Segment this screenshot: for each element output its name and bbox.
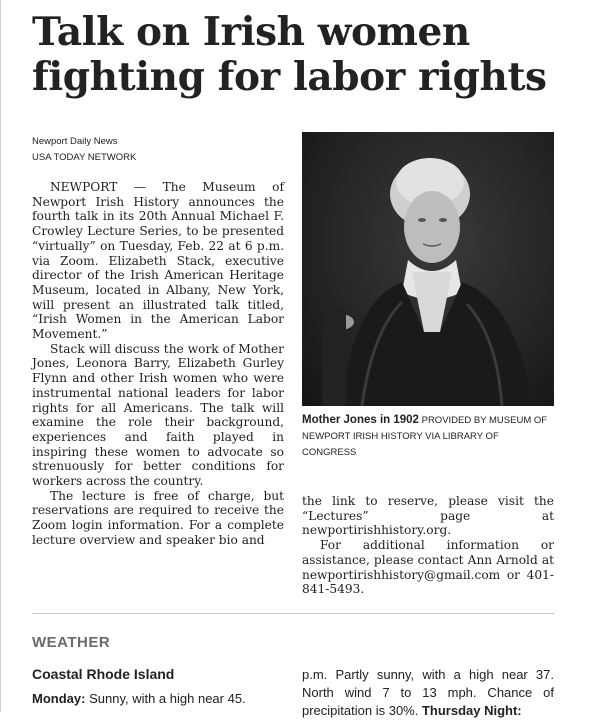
article-contact-paragraph: For additional information or assistance, please contact Ann Arnold at newportirishhistory@gmail.com or 401-841-5493.: [302, 538, 554, 597]
article-paragraph: The lecture is free of charge, but reservations are required to receive the Zoom login information. For a complete lecture overview and speaker bio and: [32, 488, 284, 547]
article-paragraph: Stack will discuss the work of Mother Jones, Leonora Barry, Elizabeth Gurley Flynn and other Irish women who were instrumental national leaders for labor rights for all Americans. The talk will examine the role their background, experiences and faith played in inspiring these women to advocate so strenuously for better conditions for workers across the country.: [32, 341, 284, 489]
portrait-illustration: [302, 132, 554, 406]
caption-title: Mother Jones in 1902: [302, 414, 419, 426]
byline-source: Newport Daily News: [32, 136, 118, 147]
weather-day-label: Monday:: [32, 691, 86, 706]
article-paragraph-continued: the link to reserve, please visit the “Lectures” page at newportirishhistory.org.: [302, 494, 554, 538]
article-body-column-2: [302, 494, 554, 597]
section-divider: [32, 613, 554, 614]
weather-continued-text: p.m. Partly sunny, with a high near 37. North wind 7 to 13 mph. Chance of precipitation is 30%.: [302, 667, 554, 718]
weather-day-label: Thursday Night:: [421, 703, 522, 718]
caption-credit: PROVIDED BY MUSEUM OF NEWPORT IRISH HISTORY VIA LIBRARY OF CONGRESS: [302, 415, 548, 458]
article-photo: [302, 132, 554, 406]
article-body-column-1: [32, 180, 284, 548]
byline-network: USA TODAY NETWORK: [32, 152, 137, 163]
article-paragraph: NEWPORT — The Museum of Newport Irish History announces the fourth talk in its 20th Annual Michael F. Crowley Lecture Series, to be presented “virtually” on Tuesday, Feb. 22 at 6 p.m. via Zoom. Elizabeth Stack, executive director of the Irish American Heritage Museum, located in Albany, New York, will present an illustrated talk titled, “Irish Women in the American Labor Movement.”: [32, 180, 284, 342]
article-headline: Talk on Irish women fighting for labor rights: [32, 9, 547, 100]
weather-forecast-monday: [32, 690, 284, 708]
weather-section-label: WEATHER: [32, 634, 111, 651]
weather-region: Coastal Rhode Island: [32, 666, 175, 682]
photo-caption: [302, 412, 554, 461]
weather-day-text: Sunny, with a high near 45.: [89, 691, 246, 706]
page-edge-rule: [0, 0, 1, 712]
